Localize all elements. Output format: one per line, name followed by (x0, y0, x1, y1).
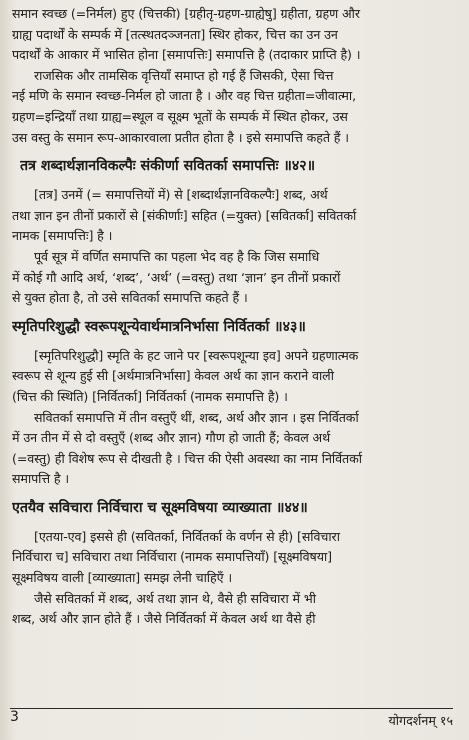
text-line: में कोई गौ आदि अर्थ, ‘शब्द’, ‘अर्थ’ (=वस्तु) तथा ‘ज्ञान’ इन तीनों प्रकारों (12, 269, 341, 285)
text-line: तथा ज्ञान इन तीनों प्रकारों से [संकीर्णाः] सहित (=युक्त) [सवितर्का] सवितर्का (12, 207, 357, 223)
paragraph-sutra-43-meaning (12, 346, 459, 408)
text-line: निर्विचारा च] सविचारा तथा निर्विचारा (नामक समापत्तियाँ) [सूक्ष्मविषया] (12, 549, 332, 565)
text-line: (=वस्तु) ही विशेष रूप से दीखती है । चित्त की ऐसी अवस्था का नाम निर्वितर्का (12, 450, 362, 466)
text-line: में उन तीन में से दो वस्तुएँ (शब्द और ज्ञान) गौण हो जाती हैं; केवल अर्थ (12, 430, 331, 446)
text-line: पदार्थों के आकार में भासित होना [समापत्तिः] समापत्ति है (तदाकार प्राप्ति है) । (12, 47, 361, 63)
text-line: जैसे सवितर्का में शब्द, अर्थ तथा ज्ञान थे, वैसे ही सविचारा में भी (34, 590, 316, 606)
text-line: ग्रहण=इन्द्रियाँ तथा ग्राह्य=स्थूल व सूक्ष्म भूतों के सम्पर्क में स्थित होकर, उस (12, 108, 348, 124)
text-line: स्वरूप से शून्य हुई सी [अर्थमात्रनिर्भासा] केवल अर्थ का ज्ञान कराने वाली (12, 368, 334, 384)
paragraph-sutra-44-explanation (12, 589, 459, 630)
sutra-43-heading: स्मृतिपरिशुद्धौ स्वरूपशून्येवार्थमात्रनिर्भासा निर्वितर्का ॥४३॥ (12, 318, 306, 335)
paragraph-samapatti-definition (12, 4, 459, 66)
text-line: (चित्त की स्थिति) [निर्वितर्का] निर्वितर्का (नामक समापत्ति है) । (12, 388, 288, 404)
text-line: उस वस्तु के समान रूप-आकारवाला प्रतीत होता है । इसे समापत्ति कहते हैं । (12, 129, 349, 145)
paragraph-samapatti-explanation (12, 66, 459, 148)
text-line: [एतया-एव] इससे ही (सवितर्का, निर्वितर्का के वर्णन से ही) [सविचारा (34, 528, 340, 544)
paragraph-sutra-42-explanation (12, 247, 459, 309)
text-line: से युक्त होता है, तो उसे सवितर्का समापत्ति कहते हैं । (12, 290, 248, 306)
footer-left-mark: 3 (10, 709, 19, 725)
paragraph-sutra-43-explanation (12, 408, 459, 490)
text-line: शब्द, अर्थ और ज्ञान होते हैं । जैसे निर्वितर्का में केवल अर्थ था वैसे ही (12, 611, 316, 627)
sutra-44-heading: एतयैव सविचारा निर्विचारा च सूक्ष्मविषया व्याख्याता ॥४४॥ (12, 499, 308, 516)
text-line: नई मणि के समान स्वच्छ-निर्मल हो जाता है । और वह चित्त ग्रहीता=जीवात्मा, (12, 88, 356, 104)
sutra-42-heading: तत्र शब्दार्थज्ञानविकल्पैः संकीर्णा सवितर्का समापत्तिः ॥४२॥ (20, 158, 316, 175)
text-line: समान स्वच्छ (=निर्मल) हुए (चित्तकी) [ग्रहीतृ-ग्रहण-ग्राह्येषु] ग्रहीता, ग्रहण और (12, 6, 360, 21)
text-line: सूक्ष्मविषय वाली [व्याख्याता] समझ लेनी चाहिएँ । (12, 570, 233, 586)
text-line: नामक [समापत्तिः] है । (12, 228, 113, 244)
text-line: [स्मृतिपरिशुद्धौ] स्मृति के हट जाने पर [स्वरूपशून्या इव] अपने ग्रहणात्मक (34, 347, 359, 363)
text-line: समापत्ति है । (12, 471, 70, 487)
text-line: राजसिक और तामसिक वृत्तियाँ समाप्त हो गई हैं जिसकी, ऐसा चित्त (34, 67, 334, 83)
text-line: पूर्व सूत्र में वर्णित समापत्ति का पहला भेद वह है कि जिस समाधि (34, 248, 320, 264)
page-footer (10, 708, 453, 729)
footer-book-title-page-number: योगदर्शनम् १५ (388, 713, 453, 728)
text-line: [तत्र] उनमें (= समापत्तियों में) से [शब्दार्थज्ञानविकल्पैः] शब्द, अर्थ (34, 187, 328, 203)
paragraph-sutra-42-meaning (12, 185, 459, 247)
text-line: सवितर्का समापत्ति में तीन वस्तुएँ थीं, शब्द, अर्थ और ज्ञान । इस निर्वितर्का (34, 409, 359, 425)
paragraph-sutra-44-meaning (12, 527, 459, 589)
text-line: ग्राह्य पदार्थों के सम्पर्क में [तत्स्थतदञ्जनता] स्थिर होकर, चित्त का उन उन (12, 26, 338, 42)
